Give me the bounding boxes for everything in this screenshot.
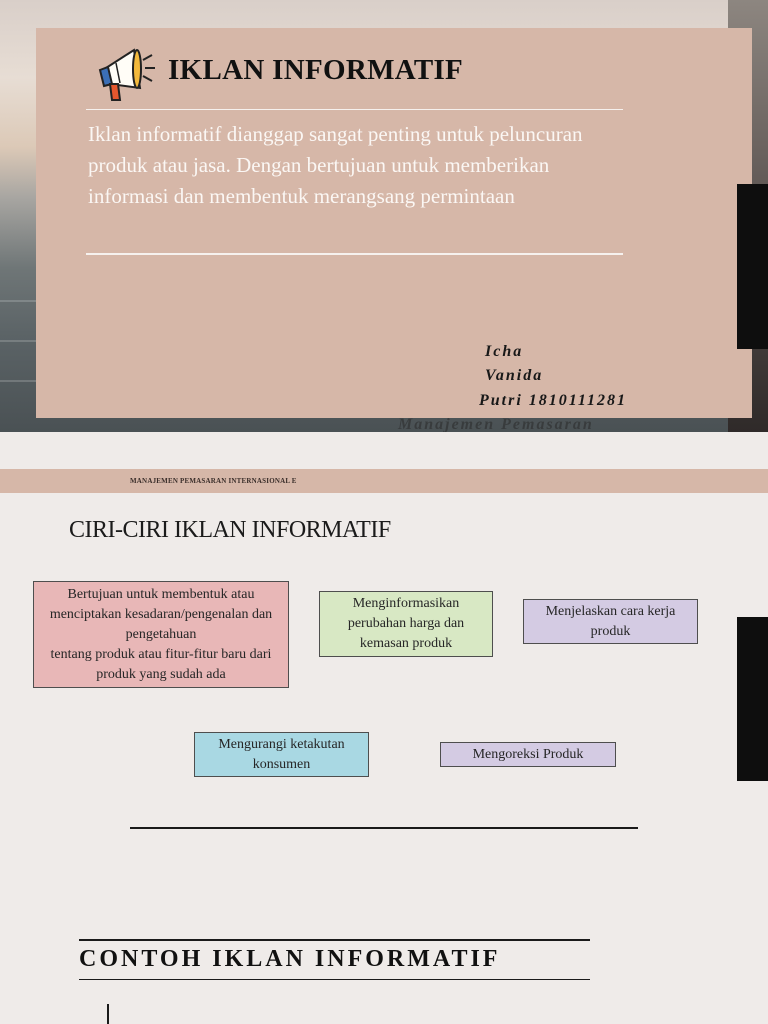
characteristic-box [33, 581, 289, 688]
characteristic-box [440, 742, 616, 767]
characteristics-heading: CIRI-CIRI IKLAN INFORMATIF [69, 517, 391, 543]
content-rule [107, 1004, 109, 1024]
author-course: Manajemen Pemasaran [398, 416, 594, 432]
characteristic-text: Bertujuan untuk membentuk atau menciptakan kesadaran/pengenalan dan pengetahuan tentang produk atau fitur-fitur baru dari produk yang sudah ada [49, 586, 273, 682]
author-id: Putri 1810111281 [479, 392, 628, 409]
characteristic-box [194, 732, 369, 777]
characteristic-text: Mengoreksi Produk [472, 746, 584, 762]
characteristic-box [523, 599, 698, 644]
characteristic-text: Menginformasikan perubahan harga dan kemasan produk [347, 596, 465, 651]
course-strip [0, 469, 768, 493]
title-slide [0, 0, 768, 432]
characteristic-box [319, 591, 493, 657]
author-name: Icha [485, 343, 524, 360]
title-divider [86, 109, 623, 110]
side-accent-bar [737, 617, 768, 781]
slide-title: IKLAN INFORMATIF [168, 54, 464, 86]
examples-heading: CONTOH IKLAN INFORMATIF [79, 946, 501, 972]
characteristic-text: Menjelaskan cara kerja produk [545, 603, 676, 639]
megaphone-icon [94, 46, 158, 104]
section-divider [130, 827, 638, 829]
slide-description: Iklan informatif dianggap sangat penting untuk peluncuran produk atau jasa. Dengan bertujuan untuk memberikan informasi dan membentuk merangsang permintaan [88, 122, 583, 208]
side-accent-bar [737, 184, 768, 349]
author-name: Vanida [485, 367, 544, 384]
characteristic-text: Mengurangi ketakutan konsumen [218, 736, 345, 772]
heading-rule-top [79, 939, 590, 941]
body-divider [86, 253, 623, 255]
heading-rule-bottom [79, 979, 590, 980]
course-label: MANAJEMEN PEMASARAN INTERNASIONAL E [130, 477, 297, 485]
